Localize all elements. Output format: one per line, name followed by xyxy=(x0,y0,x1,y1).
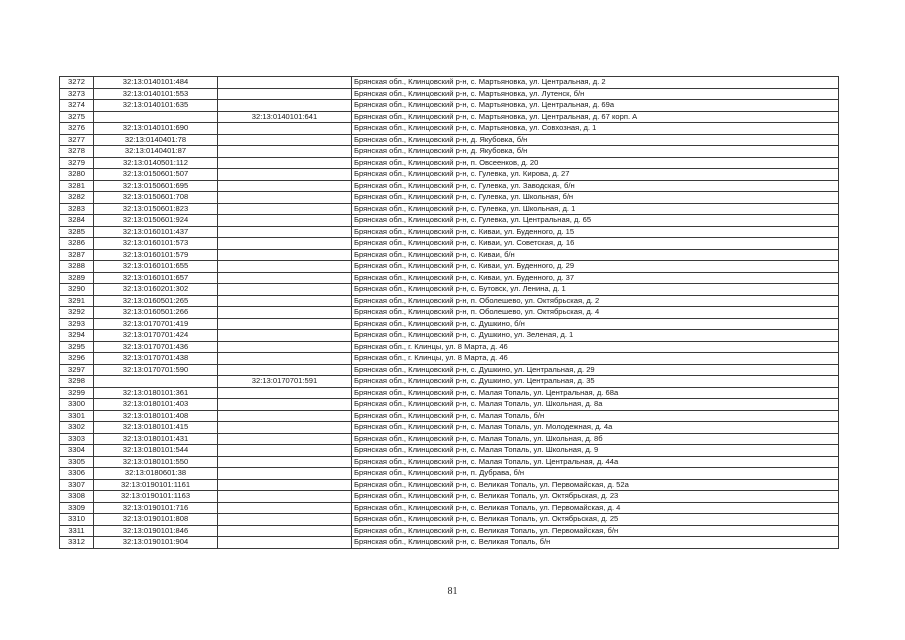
address-cell: Брянская обл., Клинцовский р-н, с. Киваи, ул. Буденного, д. 29 xyxy=(352,261,839,273)
table-row xyxy=(60,157,839,169)
cadastral-number-alt-cell xyxy=(218,180,352,192)
cadastral-number-cell: 32:13:0150601:924 xyxy=(94,215,218,227)
table-row xyxy=(60,456,839,468)
row-number-cell: 3284 xyxy=(60,215,94,227)
address-cell: Брянская обл., Клинцовский р-н, с. Бутовск, ул. Ленина, д. 1 xyxy=(352,284,839,296)
table-row xyxy=(60,123,839,135)
table-row xyxy=(60,410,839,422)
table-row xyxy=(60,514,839,526)
cadastral-number-cell: 32:13:0150601:823 xyxy=(94,203,218,215)
cadastral-number-alt-cell xyxy=(218,203,352,215)
table-row xyxy=(60,433,839,445)
table-row xyxy=(60,445,839,457)
table-row xyxy=(60,341,839,353)
cadastral-number-alt-cell xyxy=(218,307,352,319)
cadastral-number-cell xyxy=(94,376,218,388)
cadastral-number-alt-cell xyxy=(218,433,352,445)
row-number-cell: 3294 xyxy=(60,330,94,342)
address-cell: Брянская обл., Клинцовский р-н, п. Оболешево, ул. Октябрьская, д. 2 xyxy=(352,295,839,307)
cadastral-number-alt-cell xyxy=(218,353,352,365)
address-cell: Брянская обл., Клинцовский р-н, с. Великая Топаль, ул. Первомайская, б/н xyxy=(352,525,839,537)
row-number-cell: 3303 xyxy=(60,433,94,445)
cadastral-number-alt-cell xyxy=(218,318,352,330)
table-row xyxy=(60,238,839,250)
cadastral-number-cell: 32:13:0160501:265 xyxy=(94,295,218,307)
address-cell: Брянская обл., Клинцовский р-н, с. Мартьяновка, ул. Центральная, д. 2 xyxy=(352,77,839,89)
row-number-cell: 3312 xyxy=(60,537,94,549)
address-cell: Брянская обл., Клинцовский р-н, д. Якубовка, б/н xyxy=(352,134,839,146)
cadastral-number-alt-cell xyxy=(218,249,352,261)
table-row xyxy=(60,387,839,399)
row-number-cell: 3289 xyxy=(60,272,94,284)
cadastral-number-cell: 32:13:0170701:590 xyxy=(94,364,218,376)
row-number-cell: 3298 xyxy=(60,376,94,388)
table-row xyxy=(60,146,839,158)
address-cell: Брянская обл., Клинцовский р-н, п. Оболешево, ул. Октябрьская, д. 4 xyxy=(352,307,839,319)
table-row xyxy=(60,376,839,388)
address-cell: Брянская обл., Клинцовский р-н, с. Малая Топаль, ул. Центральная, д. 44а xyxy=(352,456,839,468)
cadastral-number-alt-cell xyxy=(218,445,352,457)
table-row xyxy=(60,180,839,192)
cadastral-number-alt-cell xyxy=(218,295,352,307)
cadastral-number-alt-cell xyxy=(218,169,352,181)
row-number-cell: 3300 xyxy=(60,399,94,411)
address-cell: Брянская обл., Клинцовский р-н, с. Малая Топаль, б/н xyxy=(352,410,839,422)
cadastral-number-alt-cell xyxy=(218,77,352,89)
address-cell: Брянская обл., Клинцовский р-н, с. Киваи, ул. Буденного, д. 37 xyxy=(352,272,839,284)
table-row xyxy=(60,169,839,181)
cadastral-number-alt-cell xyxy=(218,525,352,537)
row-number-cell: 3295 xyxy=(60,341,94,353)
row-number-cell: 3299 xyxy=(60,387,94,399)
row-number-cell: 3291 xyxy=(60,295,94,307)
row-number-cell: 3276 xyxy=(60,123,94,135)
row-number-cell: 3305 xyxy=(60,456,94,468)
cadastral-number-cell: 32:13:0180101:550 xyxy=(94,456,218,468)
cadastral-number-alt-cell xyxy=(218,157,352,169)
address-cell: Брянская обл., Клинцовский р-н, с. Мартьяновка, ул. Центральная, д. 69а xyxy=(352,100,839,112)
row-number-cell: 3282 xyxy=(60,192,94,204)
row-number-cell: 3290 xyxy=(60,284,94,296)
row-number-cell: 3280 xyxy=(60,169,94,181)
cadastral-number-cell: 32:13:0180601:38 xyxy=(94,468,218,480)
row-number-cell: 3311 xyxy=(60,525,94,537)
row-number-cell: 3310 xyxy=(60,514,94,526)
address-cell: Брянская обл., Клинцовский р-н, с. Малая Топаль, ул. Молодежная, д. 4а xyxy=(352,422,839,434)
address-cell: Брянская обл., Клинцовский р-н, с. Великая Топаль, б/н xyxy=(352,537,839,549)
address-cell: Брянская обл., Клинцовский р-н, с. Великая Топаль, ул. Октябрьская, д. 25 xyxy=(352,514,839,526)
row-number-cell: 3281 xyxy=(60,180,94,192)
table-row xyxy=(60,399,839,411)
address-cell: Брянская обл., Клинцовский р-н, д. Якубовка, б/н xyxy=(352,146,839,158)
row-number-cell: 3309 xyxy=(60,502,94,514)
cadastral-number-cell: 32:13:0190101:1163 xyxy=(94,491,218,503)
registry-table-body xyxy=(60,77,839,549)
cadastral-number-alt-cell xyxy=(218,272,352,284)
cadastral-number-cell: 32:13:0160101:657 xyxy=(94,272,218,284)
address-cell: Брянская обл., Клинцовский р-н, с. Мартьяновка, ул. Совхозная, д. 1 xyxy=(352,123,839,135)
cadastral-number-cell: 32:13:0170701:436 xyxy=(94,341,218,353)
address-cell: Брянская обл., Клинцовский р-н, с. Великая Топаль, ул. Первомайская, д. 4 xyxy=(352,502,839,514)
cadastral-number-alt-cell xyxy=(218,364,352,376)
cadastral-number-cell: 32:13:0140101:690 xyxy=(94,123,218,135)
cadastral-number-alt-cell xyxy=(218,537,352,549)
cadastral-number-cell: 32:13:0140401:87 xyxy=(94,146,218,158)
table-row xyxy=(60,468,839,480)
cadastral-number-cell: 32:13:0180101:415 xyxy=(94,422,218,434)
table-row xyxy=(60,215,839,227)
address-cell: Брянская обл., Клинцовский р-н, с. Малая Топаль, ул. Школьная, д. 9 xyxy=(352,445,839,457)
cadastral-number-cell: 32:13:0160101:573 xyxy=(94,238,218,250)
cadastral-number-alt-cell xyxy=(218,514,352,526)
cadastral-number-cell: 32:13:0180101:408 xyxy=(94,410,218,422)
cadastral-number-cell: 32:13:0190101:904 xyxy=(94,537,218,549)
cadastral-number-alt-cell xyxy=(218,422,352,434)
cadastral-number-cell: 32:13:0190101:808 xyxy=(94,514,218,526)
address-cell: Брянская обл., Клинцовский р-н, с. Душкино, ул. Зеленая, д. 1 xyxy=(352,330,839,342)
cadastral-number-cell: 32:13:0180101:403 xyxy=(94,399,218,411)
address-cell: Брянская обл., Клинцовский р-н, п. Дубрава, б/н xyxy=(352,468,839,480)
cadastral-number-alt-cell xyxy=(218,134,352,146)
row-number-cell: 3274 xyxy=(60,100,94,112)
cadastral-number-alt-cell xyxy=(218,491,352,503)
table-row xyxy=(60,284,839,296)
table-row xyxy=(60,491,839,503)
table-row xyxy=(60,537,839,549)
address-cell: Брянская обл., Клинцовский р-н, с. Малая Топаль, ул. Центральная, д. 68а xyxy=(352,387,839,399)
cadastral-number-alt-cell xyxy=(218,456,352,468)
address-cell: Брянская обл., Клинцовский р-н, с. Гулевка, ул. Школьная, б/н xyxy=(352,192,839,204)
cadastral-number-cell: 32:13:0160101:579 xyxy=(94,249,218,261)
cadastral-number-cell: 32:13:0190101:716 xyxy=(94,502,218,514)
address-cell: Брянская обл., Клинцовский р-н, с. Гулевка, ул. Заводская, б/н xyxy=(352,180,839,192)
address-cell: Брянская обл., Клинцовский р-н, с. Киваи, ул. Советская, д. 16 xyxy=(352,238,839,250)
table-row xyxy=(60,249,839,261)
table-row xyxy=(60,134,839,146)
row-number-cell: 3279 xyxy=(60,157,94,169)
cadastral-number-cell: 32:13:0150601:695 xyxy=(94,180,218,192)
address-cell: Брянская обл., Клинцовский р-н, с. Великая Топаль, ул. Первомайская, д. 52а xyxy=(352,479,839,491)
row-number-cell: 3283 xyxy=(60,203,94,215)
cadastral-number-cell: 32:13:0180101:431 xyxy=(94,433,218,445)
cadastral-number-cell: 32:13:0160201:302 xyxy=(94,284,218,296)
cadastral-number-alt-cell xyxy=(218,341,352,353)
row-number-cell: 3302 xyxy=(60,422,94,434)
table-row xyxy=(60,307,839,319)
row-number-cell: 3278 xyxy=(60,146,94,158)
table-row xyxy=(60,330,839,342)
address-cell: Брянская обл., Клинцовский р-н, с. Мартьяновка, ул. Лутенск, б/н xyxy=(352,88,839,100)
table-row xyxy=(60,203,839,215)
cadastral-number-alt-cell xyxy=(218,215,352,227)
table-row xyxy=(60,479,839,491)
registry-table xyxy=(59,76,839,549)
row-number-cell: 3288 xyxy=(60,261,94,273)
row-number-cell: 3272 xyxy=(60,77,94,89)
table-row xyxy=(60,502,839,514)
address-cell: Брянская обл., Клинцовский р-н, с. Душкино, ул. Центральная, д. 35 xyxy=(352,376,839,388)
address-cell: Брянская обл., Клинцовский р-н, с. Великая Топаль, ул. Октябрьская, д. 23 xyxy=(352,491,839,503)
cadastral-number-alt-cell xyxy=(218,284,352,296)
cadastral-number-alt-cell: 32:13:0170701:591 xyxy=(218,376,352,388)
address-cell: Брянская обл., г. Клинцы, ул. 8 Марта, д. 46 xyxy=(352,341,839,353)
table-row xyxy=(60,261,839,273)
table-row xyxy=(60,525,839,537)
cadastral-number-cell xyxy=(94,111,218,123)
cadastral-number-cell: 32:13:0160501:266 xyxy=(94,307,218,319)
row-number-cell: 3286 xyxy=(60,238,94,250)
row-number-cell: 3297 xyxy=(60,364,94,376)
row-number-cell: 3292 xyxy=(60,307,94,319)
table-row xyxy=(60,353,839,365)
row-number-cell: 3301 xyxy=(60,410,94,422)
row-number-cell: 3273 xyxy=(60,88,94,100)
row-number-cell: 3277 xyxy=(60,134,94,146)
cadastral-number-alt-cell xyxy=(218,123,352,135)
cadastral-number-alt-cell xyxy=(218,261,352,273)
cadastral-number-cell: 32:13:0140501:112 xyxy=(94,157,218,169)
cadastral-number-cell: 32:13:0170701:438 xyxy=(94,353,218,365)
table-row xyxy=(60,272,839,284)
row-number-cell: 3287 xyxy=(60,249,94,261)
cadastral-number-cell: 32:13:0180101:544 xyxy=(94,445,218,457)
row-number-cell: 3308 xyxy=(60,491,94,503)
cadastral-number-alt-cell xyxy=(218,330,352,342)
cadastral-number-cell: 32:13:0160101:655 xyxy=(94,261,218,273)
address-cell: Брянская обл., Клинцовский р-н, п. Овсеенков, д. 20 xyxy=(352,157,839,169)
address-cell: Брянская обл., Клинцовский р-н, с. Малая Топаль, ул. Школьная, д. 8б xyxy=(352,433,839,445)
cadastral-number-alt-cell xyxy=(218,387,352,399)
row-number-cell: 3306 xyxy=(60,468,94,480)
cadastral-number-cell: 32:13:0140101:635 xyxy=(94,100,218,112)
table-row xyxy=(60,295,839,307)
cadastral-number-alt-cell xyxy=(218,238,352,250)
cadastral-number-cell: 32:13:0140101:553 xyxy=(94,88,218,100)
cadastral-number-cell: 32:13:0180101:361 xyxy=(94,387,218,399)
cadastral-number-alt-cell xyxy=(218,479,352,491)
row-number-cell: 3304 xyxy=(60,445,94,457)
cadastral-number-alt-cell xyxy=(218,468,352,480)
cadastral-number-alt-cell xyxy=(218,100,352,112)
address-cell: Брянская обл., Клинцовский р-н, с. Душкино, ул. Центральная, д. 29 xyxy=(352,364,839,376)
address-cell: Брянская обл., Клинцовский р-н, с. Гулевка, ул. Центральная, д. 65 xyxy=(352,215,839,227)
row-number-cell: 3296 xyxy=(60,353,94,365)
address-cell: Брянская обл., Клинцовский р-н, с. Гулевка, ул. Кирова, д. 27 xyxy=(352,169,839,181)
table-row xyxy=(60,77,839,89)
cadastral-number-cell: 32:13:0190101:846 xyxy=(94,525,218,537)
table-row xyxy=(60,422,839,434)
address-cell: Брянская обл., Клинцовский р-н, с. Киваи, ул. Буденного, д. 15 xyxy=(352,226,839,238)
table-row xyxy=(60,100,839,112)
cadastral-number-alt-cell: 32:13:0140101:641 xyxy=(218,111,352,123)
page-number: 81 xyxy=(447,586,458,597)
cadastral-number-cell: 32:13:0170701:419 xyxy=(94,318,218,330)
cadastral-number-cell: 32:13:0140401:78 xyxy=(94,134,218,146)
table-row xyxy=(60,318,839,330)
address-cell: Брянская обл., г. Клинцы, ул. 8 Марта, д. 46 xyxy=(352,353,839,365)
address-cell: Брянская обл., Клинцовский р-н, с. Киваи, б/н xyxy=(352,249,839,261)
row-number-cell: 3275 xyxy=(60,111,94,123)
table-row xyxy=(60,88,839,100)
row-number-cell: 3285 xyxy=(60,226,94,238)
cadastral-number-cell: 32:13:0150601:708 xyxy=(94,192,218,204)
cadastral-number-cell: 32:13:0190101:1161 xyxy=(94,479,218,491)
row-number-cell: 3307 xyxy=(60,479,94,491)
address-cell: Брянская обл., Клинцовский р-н, с. Гулевка, ул. Школьная, д. 1 xyxy=(352,203,839,215)
row-number-cell: 3293 xyxy=(60,318,94,330)
cadastral-number-cell: 32:13:0170701:424 xyxy=(94,330,218,342)
cadastral-number-cell: 32:13:0160101:437 xyxy=(94,226,218,238)
cadastral-number-cell: 32:13:0140101:484 xyxy=(94,77,218,89)
table-row xyxy=(60,364,839,376)
cadastral-number-alt-cell xyxy=(218,502,352,514)
cadastral-number-cell: 32:13:0150601:507 xyxy=(94,169,218,181)
table-row xyxy=(60,226,839,238)
address-cell: Брянская обл., Клинцовский р-н, с. Малая Топаль, ул. Школьная, д. 8а xyxy=(352,399,839,411)
cadastral-number-alt-cell xyxy=(218,146,352,158)
cadastral-number-alt-cell xyxy=(218,192,352,204)
address-cell: Брянская обл., Клинцовский р-н, с. Мартьяновка, ул. Центральная, д. 67 корп. А xyxy=(352,111,839,123)
cadastral-number-alt-cell xyxy=(218,399,352,411)
table-row xyxy=(60,192,839,204)
cadastral-number-alt-cell xyxy=(218,88,352,100)
address-cell: Брянская обл., Клинцовский р-н, с. Душкино, б/н xyxy=(352,318,839,330)
cadastral-number-alt-cell xyxy=(218,410,352,422)
table-row xyxy=(60,111,839,123)
cadastral-number-alt-cell xyxy=(218,226,352,238)
